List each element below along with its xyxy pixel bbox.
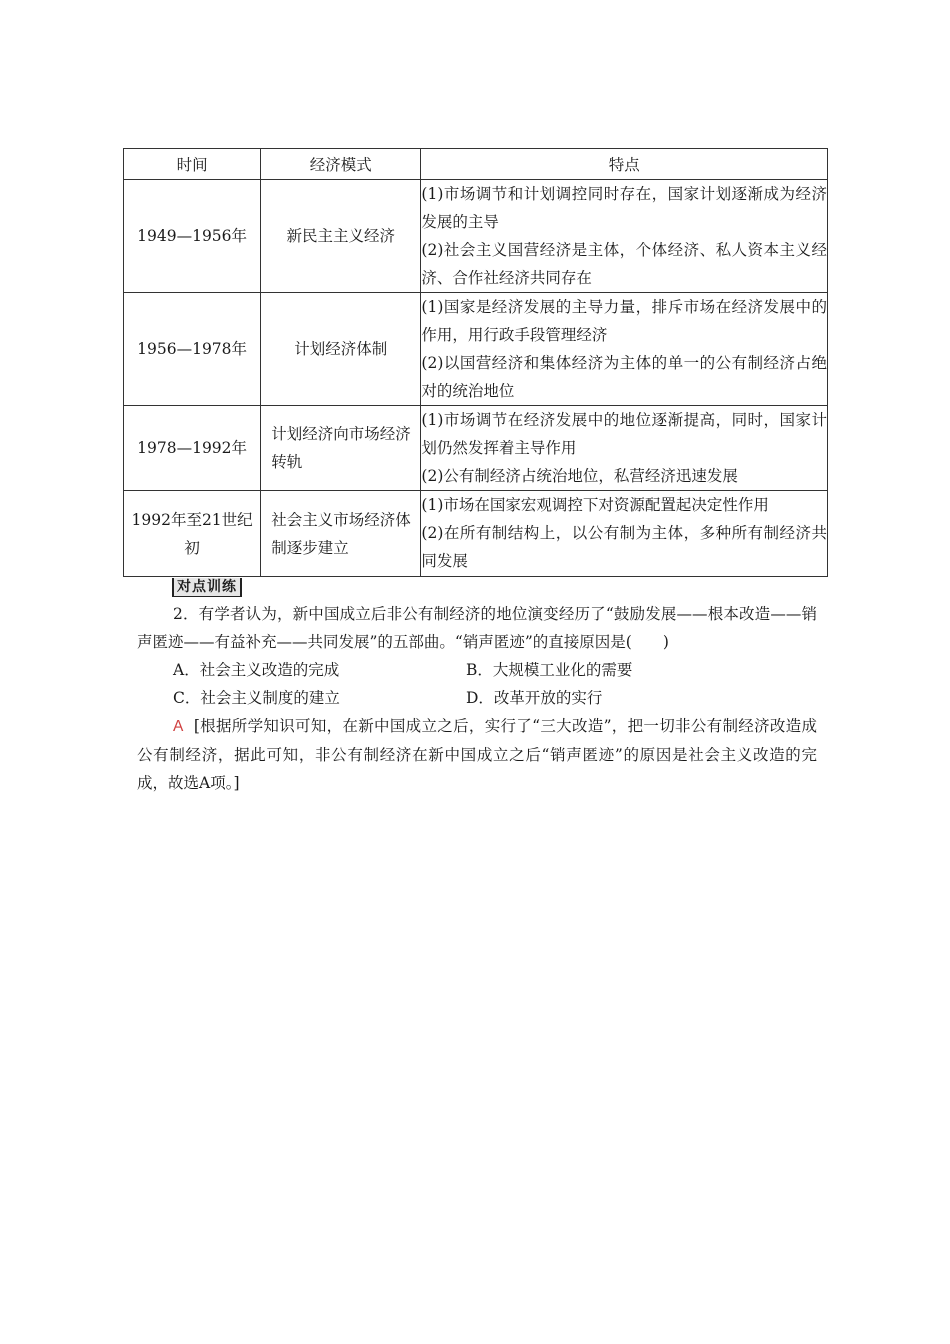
model-cell: 计划经济体制 (261, 293, 421, 406)
answer-letter: A (173, 718, 184, 735)
table-row (124, 491, 828, 577)
feature-item: (2)社会主义国营经济是主体，个体经济、私人资本主义经济、合作社经济共同存在 (421, 241, 827, 287)
header-model: 经济模式 (261, 149, 421, 180)
table-row (124, 293, 828, 406)
features-cell (421, 491, 828, 577)
feature-item: (1)国家是经济发展的主导力量，排斥市场在经济发展中的作用，用行政手段管理经济 (421, 298, 827, 344)
question-block (137, 600, 817, 797)
option-b[interactable]: B．大规模工业化的需要 (466, 661, 633, 679)
table-row (124, 180, 828, 293)
economic-model-table (123, 148, 828, 577)
table-header-row (124, 149, 828, 180)
feature-item: (1)市场调节和计划调控同时存在，国家计划逐渐成为经济发展的主导 (421, 185, 827, 231)
time-cell: 1978—1992年 (124, 406, 261, 491)
feature-item: (2)公有制经济占统治地位，私营经济迅速发展 (421, 467, 738, 485)
header-features: 特点 (421, 149, 828, 180)
explanation-text: [根据所学知识可知，在新中国成立之后，实行了“三大改造”，把一切非公有制经济改造成公有制经济，据此可知，非公有制经济在新中国成立之后“销声匿迹”的原因是社会主义改造的完成，故选A项。] (137, 717, 817, 792)
features-cell (421, 406, 828, 491)
option-c[interactable]: C．社会主义制度的建立 (173, 689, 340, 707)
model-cell: 社会主义市场经济体制逐步建立 (261, 491, 421, 577)
table-row (124, 406, 828, 491)
model-cell: 计划经济向市场经济转轨 (261, 406, 421, 491)
section-badge: 对点训练 (172, 578, 242, 597)
features-cell (421, 180, 828, 293)
time-cell: 1949—1956年 (124, 180, 261, 293)
answer-explanation (137, 712, 817, 797)
feature-item: (2)在所有制结构上，以公有制为主体，多种所有制经济共同发展 (421, 524, 827, 570)
header-time: 时间 (124, 149, 261, 180)
question-stem: 2．有学者认为，新中国成立后非公有制经济的地位演变经历了“鼓励发展——根本改造——销声匿迹——有益补充——共同发展”的五部曲。“销声匿迹”的直接原因是( ) (137, 605, 817, 651)
feature-item: (1)市场调节在经济发展中的地位逐渐提高，同时，国家计划仍然发挥着主导作用 (421, 411, 827, 457)
features-cell (421, 293, 828, 406)
model-cell: 新民主主义经济 (261, 180, 421, 293)
time-cell: 1956—1978年 (124, 293, 261, 406)
options-list (137, 656, 817, 712)
feature-item: (1)市场在国家宏观调控下对资源配置起决定性作用 (421, 496, 769, 514)
option-d[interactable]: D．改革开放的实行 (466, 689, 603, 707)
time-cell: 1992年至21世纪初 (124, 491, 261, 577)
options-row (173, 656, 817, 684)
options-row (173, 684, 817, 712)
option-a[interactable]: A．社会主义改造的完成 (173, 661, 340, 679)
feature-item: (2)以国营经济和集体经济为主体的单一的公有制经济占绝对的统治地位 (421, 354, 827, 400)
